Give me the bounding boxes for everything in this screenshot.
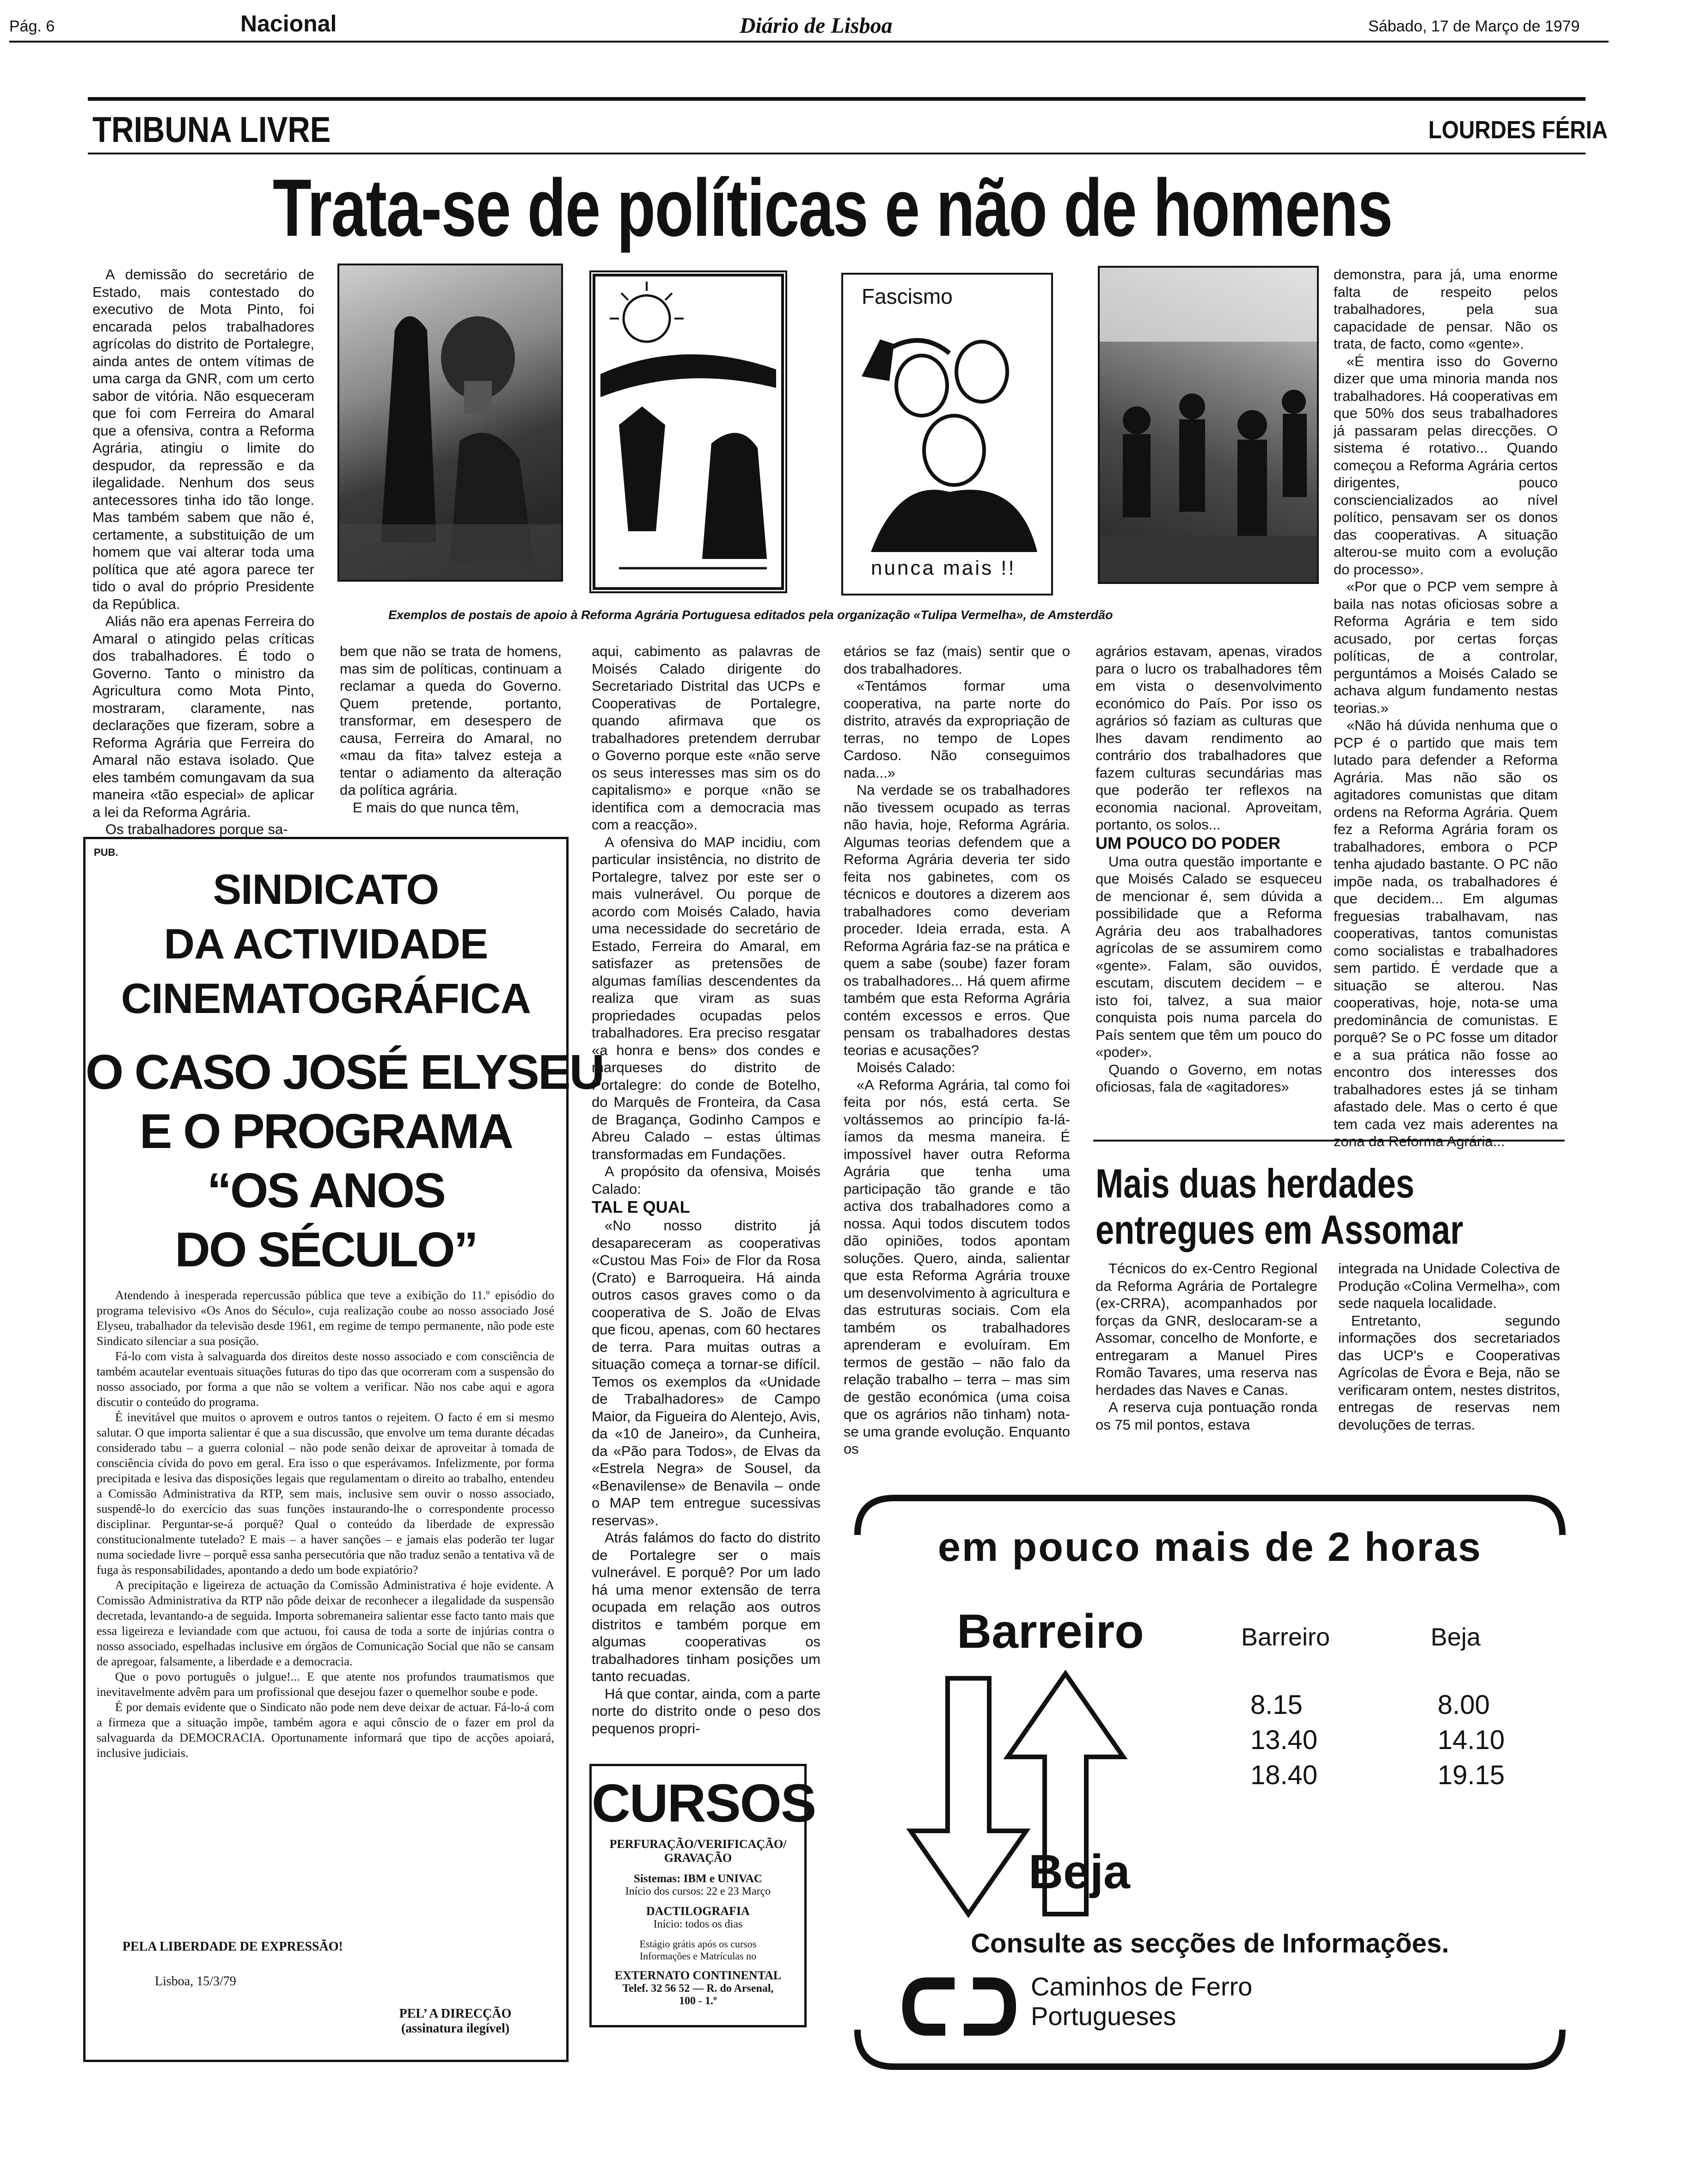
article-column-4: etários se faz (mais) sentir que o dos trabalhadores. «Tentámos formar uma cooperativa, na parte norte do distrito, através da expropriação de terras, no tempo de Lopes Cardoso. Não conseguimos nada...» Na verdade se os trabalhadores não tivessem ocupado as terras não havia, hoje, Reforma Agrária. Algumas teorias defendem que a Reforma Agrária deveria ter sido feita nos gabinetes, com os técnicos e doutores a dizerem aos trabalhadores como deveriam proceder. Ideia errada, esta. A Reforma Agrária faz-se na prática e quem a sabe (soube) fazer foram os trabalhadores... Há quem afirme também que esta Reforma Agrária contém excessos e erros. Que pensam os trabalhadores destas teorias e acusações? Moisés Calado: «A Reforma Agrária, tal como foi feita por nós, está certa. Se voltássemos ao princípio fa-lá-íamos da mesma maneira. É impossível haver outra Reforma Agrária que tenha uma participação tão grande e tão activa dos trabalhadores como a nossa. Aqui todos discutem todos dão opiniões, todos apontam soluções. Quero, ainda, salientar que esta Reforma Agrária trouxe um desenvolvimento à agricultura e das estruturas sociais. Com ela também os trabalhadores aprenderam e evoluíram. Em termos de gestão – não falo da relação trabalho – terra – mas sim de gestão económica (uma coisa que os agrários não tinham) nota-se uma grande evolução. Enquanto os [844, 643, 1070, 1457]
poster-figures-illustration [843, 312, 1051, 552]
cursos-line-10: Telef. 32 56 52 — R. do Arsenal, [622, 1983, 774, 1995]
cursos-line-11: 100 - 1.º [679, 1995, 717, 2007]
rubric-top-rule [88, 97, 1586, 101]
sindicato-slogan: PELA LIBERDADE DE EXPRESSÃO! [122, 1940, 343, 1954]
timetable-cell: 19.15 [1438, 1760, 1505, 1790]
newspaper-name: Diário de Lisboa [740, 13, 893, 38]
images-caption: Exemplos de postais de apoio à Reforma Agrária Portuguesa editados pela organização «Tulipa Vermelha», de Amsterdão [388, 608, 1113, 622]
woodcut-peasants-illustration [591, 272, 785, 591]
cursos-line-8: Informações e Matrículas no [639, 1950, 757, 1962]
postcard-woodcut [589, 270, 787, 593]
cp-brand-name: Caminhos de Ferro Portugueses [1031, 1972, 1253, 2031]
cursos-line-1: PERFURAÇÃO/VERIFICAÇÃO/ [609, 1837, 787, 1851]
headline: Trata-se de políticas e não de homens [273, 163, 1392, 253]
cp-headline: em pouco mais de 2 horas [937, 1524, 1482, 1570]
cp-departures [1250, 1688, 1317, 1793]
poster-bottom-text: nunca mais !! [871, 557, 1016, 579]
subheading-tal-e-qual: TAL E QUAL [592, 1197, 690, 1216]
issue-date: Sábado, 17 de Março de 1979 [1368, 18, 1580, 35]
article-column-2: bem que não se trata de homens, mas sim de políticas, continuam a reclamar a queda do Governo. Quem pretende, portanto, transformar, em desespero de causa, Ferreira do Amaral, no «mau da fita» talvez esteja a tentar o adiamento da alteração da política agrária. E mais do que nunca têm, [340, 643, 562, 816]
cursos-line-7: Estágio grátis após os cursos [639, 1938, 757, 1950]
article-column-1: A demissão do secretário de Estado, mais contestado do executivo de Mota Pinto, foi encarada pelos trabalhadores agrícolas do distrito de Portalegre, ainda antes de ontem vítimas de uma carga da GNR, com um certo sabor de vitória. Não esqueceram que foi com Ferreira do Amaral que a ofensiva, contra a Reforma Agrária, atingiu o limite do despudor, da repressão e da ilegalidade. Nenhum dos seus antecessores tinha ido tão longe. Mas também sabem que não é, certamente, a substituição de um homem que vai alterar toda uma política que até agora parece ter tido o aval do próprio Presidente da República. Aliás não era apenas Ferreira do Amaral o atingido pelas críticas dos trabalhadores. É todo o Governo. Tanto o ministro da Agricultura como Mota Pinto, mostraram, claramente, nas declarações que fizeram, sobre a Reforma Agrária que Ferreira do Amaral não estava isolado. Que eles também comungavam da sua maneira «tão especial» de aplicar a lei da Reforma Agrária. Os trabalhadores porque sa- [92, 266, 314, 837]
photo-figures-illustration [339, 265, 561, 580]
cursos-line-4: Início dos cursos: 22 e 23 Março [625, 1885, 771, 1897]
cp-arrivals [1438, 1688, 1505, 1793]
sindicato-advertisement [83, 837, 604, 2062]
postcard-photo-crowd [1098, 266, 1319, 584]
article-column-3: aqui, cabimento as palavras de Moisés Calado dirigente do Secretariado Distrital das UCPs e Cooperativas de Portalegre, quando afirmava que os trabalhadores pretendem derrubar o Governo porque este «não serve os seus interesses mas sim os do capitalismo» e porque «não se identifica com a democracia mas com a reacção». A ofensiva do MAP incidiu, com particular insistência, no distrito de Portalegre, talvez por este ser o mais vulnerável. Ou porque de acordo com Moisés Calado, havia uma necessidade do secretário de Estado, Ferreira do Amaral, em satisfazer as pretensões de algumas famílias descendentes da realiza que viram as suas propriedades ocupadas pelos trabalhadores. Era preciso resgatar «a honra e bens» dos condes e marqueses do distrito de Portalegre: do conde de Botelho, do Marquês de Fronteira, da Casa de Bragança, Godinho Campos e Abreu Calado – estas últimas transformadas em Fundações. A propósito da ofensiva, Moisés Calado: TAL E QUAL «No nosso distrito já desapareceram as cooperativas «Custou Mas Foi» de Flor da Rosa (Crato) e Barroqueira. Há ainda outros casos graves como o da cooperativa de S. João de Elvas que ficou, apenas, com 60 hectares de terra. Para muitas outras a situação começa a tornar-se difícil. Temos os exemplos da «Unidade de Trabalhadores» de Campo Maior, da Figueira do Alentejo, Avis, da «10 de Janeiro», da Cunheira, da «Pão para Todos», de Elvas da «Estrela Negra» de Sousel, da «Benavilense» de Benavila – onde o MAP tem entregue sucessivas reservas». Atrás falámos do facto do distrito de Portalegre ser o mais vulnerável. E porquê? Por um lado há uma menor extensão de terra ocupada em relação aos outros distritos e também porque em algumas cooperativas os trabalhadores tinham posições um tanto recuadas. Há que contar, ainda, com a parte norte do distrito onde o peso dos pequenos propri- [592, 643, 821, 1737]
sindicato-name: SINDICATO DA ACTIVIDADE CINEMATOGRÁFICA [121, 866, 531, 1022]
sindicato-place-date: Lisboa, 15/3/79 [155, 1974, 236, 1989]
herdades-column-a: Técnicos do ex-Centro Regional da Reforma Agrária de Portalegre (ex-CRRA), acompanhados por forças da GNR, deslocaram-se a Assomar, concelho de Monforte, e entregaram a Manuel Pires Romão Tavares, uma reserva nas herdades das Naves e Canas. A reserva cuja pontuação ronda os 75 mil pontos, estava [1096, 1260, 1317, 1433]
subheading-um-pouco-do-poder: UM POUCO DO PODER [1096, 833, 1281, 853]
cursos-line-6: Início: todos os dias [653, 1918, 743, 1930]
postcard-poster-fascismo [841, 273, 1053, 595]
sindicato-body: Atendendo à inesperada repercussão pública que teve a exibição do 11.º episódio do programa televisivo «Os Anos do Século», cuja realização coube ao nosso associado José Elyseu, trabalhador da televisão desde 1961, em regime de tempo permanente, não pode este Sindicato silenciar a sua posição. Fá-lo com vista à salvaguarda dos direitos deste nosso associado e com consciência de também acautelar eventuais situações futuras do tipo das que ocorreram com a suspensão do nosso associado, por forma a que não se voltem a verificar. Não nos cabe aqui e agora discutir o conteúdo do programa. É inevitável que muitos o aprovem e outros tantos o rejeitem. O facto é em si mesmo salutar. O que importa salientar é que a sua discussão, que envolve um tema durante décadas considerado tabu – a guerra colonial – não pode senão deixar de aproveitar à tomada de consciência cívida do povo em geral. Era isso o que esperávamos. Infelizmente, por forma precipitada e lesiva das disposições legais que regulamentam o direito ao trabalho, entendeu a Comissão Administrativa da RTP, sem mais, inclusive sem ouvir o nosso associado, suspendê-lo do exercício das suas funções instaurando-lhe o correspondente processo disciplinar. Perguntar-se-á porquê? Qual o conteúdo da liberdade de expressão constitucionalmente tutelado? E mais – a haver sanções – e jamais elas poderão ter lugar numa sociedade livre – porquê essa sanha persecutória que não traduz senão a tentativa vã de fuga às responsabilidades, apontando a dedo um bode expiatório? A precipitação e ligeireza de actuação da Comissão Administrativa é hoje evidente. A Comissão Administrativa da RTP não pôde deixar de reconhecer a ilegalidade da suspensão decretada, levantando-a de seguida. Importa sobremaneira salientar esse facto tanto mais que essa ligeireza e leviandade com que actuou, foi causa de toda a sorte de injúrias contra o nosso associado, espelhadas inclusive em órgãos de Comunicação Social que não se cansam de apregoar, falsamente, a liberdade e a democracia. Que o povo português o julgue!... E que atente nos profundos traumatismos que inevitavelmente advêm para um profissional que desejou fazer o quemelhor soube e pode. É por demais evidente que o Sindicato não pode nem deve deixar de actuar. Fá-lo-á com a firmeza que a situação impõe, também agora e aqui cônscio de o fazer em prol da salvaguarda da DEMOCRACIA. Oportunamente informará que tipo de acções apoiará, inclusive judiciais. [97, 1288, 554, 1760]
rubric-bottom-rule [88, 153, 1586, 154]
rubric-author: LOURDES FÉRIA [1428, 116, 1608, 144]
cp-origin: Barreiro [957, 1605, 1144, 1658]
rubric-label: TRIBUNA LIVRE [92, 109, 331, 150]
herdades-title: Mais duas herdades entregues em Assomar [1096, 1160, 1463, 1252]
cursos-title: CURSOS [592, 1773, 816, 1833]
page-number: Pág. 6 [9, 18, 55, 35]
cursos-line-9: EXTERNATO CONTINENTAL [614, 1969, 782, 1982]
timetable-cell: 8.00 [1438, 1690, 1490, 1720]
timetable-cell: 14.10 [1438, 1725, 1505, 1755]
cursos-line-2: GRAVAÇÃO [664, 1851, 732, 1865]
cp-train-advertisement [844, 1484, 1576, 2081]
article-column-6: demonstra, para já, uma enorme falta de respeito pelos trabalhadores, pela sua capacidade de pensar. Não os trata, de facto, como «gente». «É mentira isso do Governo dizer que uma minoria manda nos trabalhadores. Há cooperativas em que 50% dos seus trabalhadores já passaram pelas direcções. O sistema é rotativo... Quando começou a Reforma Agrária certos dirigentes, pouco consciencializados ao nível político, pensavam ser os donos das cooperativas. A situação alterou-se muito com a evolução do processo». «Por que o PCP vem sempre à baila nas notas oficiosas sobre a Reforma Agrária e tem sido acusado, por certas forças políticas, de a controlar, perguntámos a Moisés Calado se achava algum fundamento nestas teorias.» «Não há dúvida nenhuma que o PCP é o partido que mais tem lutado para defender a Reforma Agrária. Mas não são os agitadores comunistas que ditam ordens na Reforma Agrária. Quem fez a Reforma Agrária foram os trabalhadores, embora o PCP tenha ajudado bastante. O PC não impõe nada, os trabalhadores é que decidem... Em algumas freguesias trabalhavam, nas cooperativas, tantos comunistas como socialistas e trabalhadores sem partido. É verdade que a situação se alterou. Nas cooperativas, hoje, nota-se uma predominância de comunistas. E porquê? Se o PC fosse um ditador e a sua prática não fosse ao encontro dos interesses dos trabalhadores estes já se tinham afastado dele. Mas o certo é que tem cada vez mais aderentes na [1334, 266, 1558, 1132]
sindicato-title: O CASO JOSÉ ELYSEU E O PROGRAMA “OS ANOS DO SÉCULO” [86, 1045, 604, 1277]
cp-col-head-beja: Beja [1431, 1623, 1481, 1651]
timetable-cell: 8.15 [1250, 1690, 1303, 1720]
sindicato-signature: PEL’ A DIRECÇÃO (assinatura ilegível) [399, 2007, 512, 2036]
timetable-cell: 18.40 [1250, 1760, 1318, 1790]
cp-info-line: Consulte as secções de Informações. [971, 1928, 1449, 1958]
cp-destination: Beja [1028, 1845, 1130, 1899]
cp-logo-icon [904, 1977, 1015, 2037]
cursos-line-3: Sistemas: IBM e UNIVAC [633, 1872, 762, 1885]
masthead-rule [9, 41, 1609, 43]
poster-top-text: Fascismo [862, 284, 953, 308]
cursos-advertisement [589, 1764, 816, 2027]
postcard-photo-woman [337, 264, 563, 582]
herdades-top-rule [1093, 1140, 1565, 1142]
photo-crowd-illustration [1100, 268, 1317, 582]
herdades-column-b: integrada na Unidade Colectiva de Produção «Colina Vermelha», com sede naquela localidade. Entretanto, segundo informações dos secretariados das UCP's e Cooperativas Agrícolas de Évora e Beja, não se verificaram ontem, nestes distritos, entregas de reservas nem devoluções de terras. [1338, 1260, 1560, 1433]
cursos-line-5: DACTILOGRAFIA [646, 1904, 750, 1918]
section-name: Nacional [240, 11, 337, 37]
article-column-5: agrários estavam, apenas, virados para o lucro os trabalhadores têm em vista o desenvolvimento económico do País. Por isso os agrários só faziam as culturas que lhes davam rendimento ao contrário dos trabalhadores que fazem culturas secundárias mas que poderão ter reflexos na economia nacional. Aproveitam, portanto, os solos... UM POUCO DO PODER Uma outra questão importante e que Moisés Calado se esqueceu de mencionar é, sem dúvida a possibilidade que a Reforma Agrária deu aos trabalhadores agrícolas de se assumirem como «gente». Falam, são ouvidos, escutam, discutem decidem – e isto foi, talvez, a sua maior conquista pois numa parcela do País sentem que têm um pouco do «poder». Quando o Governo, em notas oficiosas, fala de «agitadores» [1096, 643, 1322, 1095]
pub-tag: PUB. [94, 847, 118, 858]
cp-col-head-barreiro: Barreiro [1241, 1623, 1330, 1651]
timetable-cell: 13.40 [1250, 1725, 1318, 1755]
